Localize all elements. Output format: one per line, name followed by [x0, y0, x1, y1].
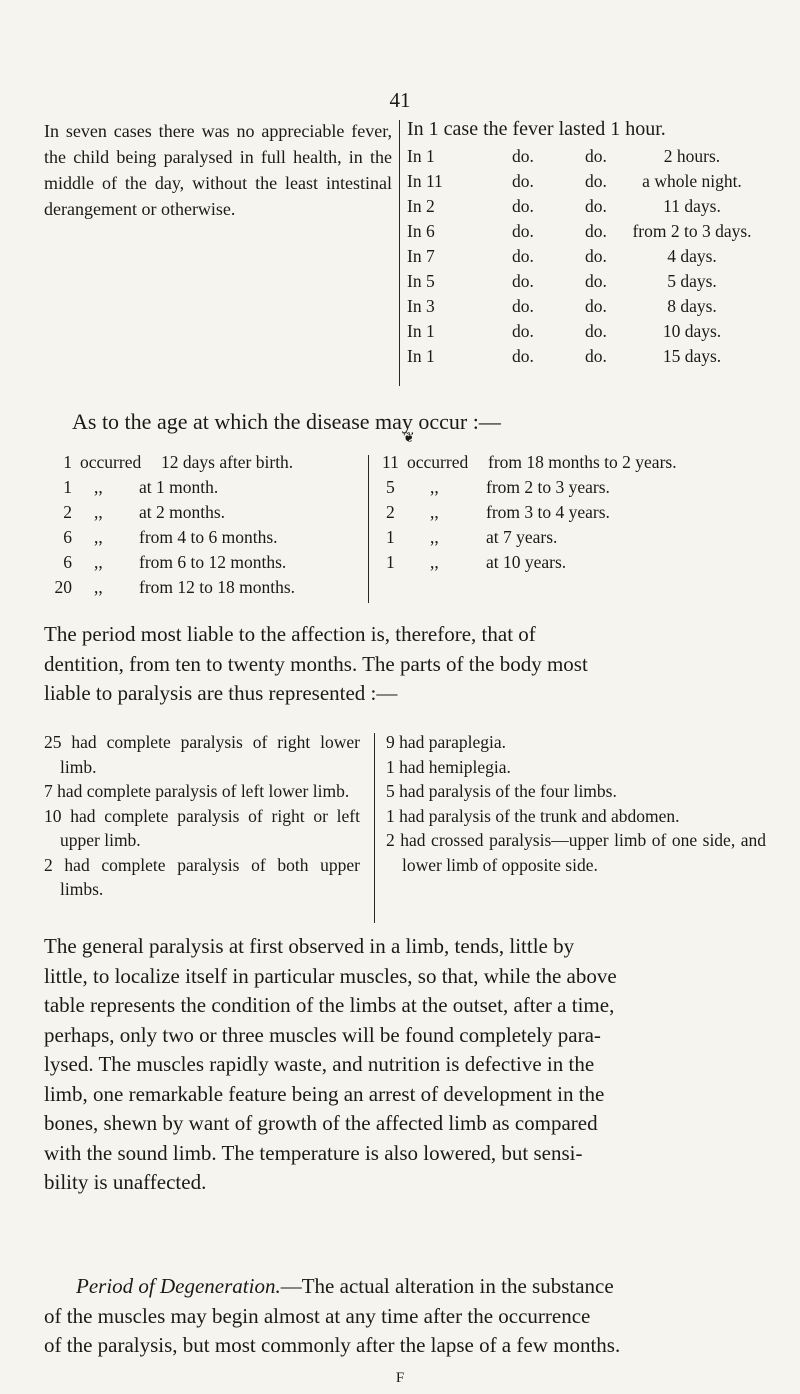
age-text: from 4 to 6 months.	[139, 527, 278, 547]
list-item: 25 had complete paralysis of right lower limb.	[44, 732, 360, 777]
fever-ditto: do.	[512, 296, 534, 316]
fever-ditto: do.	[585, 271, 607, 291]
column-divider	[368, 455, 369, 603]
fever-duration: 11 days.	[663, 196, 721, 216]
fever-count: In 5	[407, 271, 435, 291]
text-line: table represents the condition of the limbs at the outset, after a time,	[44, 993, 615, 1017]
text-line: little, to localize itself in particular muscles, so that, while the above	[44, 963, 617, 988]
text-line: bones, shewn by want of growth of the affected limb as compared	[44, 1111, 598, 1135]
age-mark: occurred	[407, 452, 469, 472]
age-count: 1	[63, 477, 72, 497]
age-mark: ,,	[430, 502, 439, 522]
fever-duration: 10 days.	[662, 321, 722, 341]
intro-paragraph: In seven cases there was no appreciable fever, the child being paralysed in full health, in the middle of the day, without the least intestinal derangement or otherwise.	[44, 121, 392, 219]
age-text: at 10 years.	[486, 552, 567, 572]
fever-ditto: do.	[585, 346, 607, 366]
text-line: limb, one remarkable feature being an arrest of development in the	[44, 1081, 605, 1106]
fever-ditto: do.	[585, 171, 607, 191]
text-line: liable to paralysis are thus represented :—	[44, 681, 398, 705]
list-item: 2 had crossed paralysis—upper limb of one side, and lower limb of opposite side.	[386, 830, 766, 875]
text-line	[44, 1272, 766, 1302]
age-text: from 2 to 3 years.	[486, 477, 610, 497]
fever-duration: 15 days.	[662, 346, 722, 366]
fever-ditto: do.	[585, 321, 607, 341]
fever-duration: 8 days.	[667, 296, 717, 316]
fever-row	[407, 244, 777, 268]
age-count: 1	[386, 527, 395, 547]
text-run: —The actual alteration in the substance	[280, 1274, 614, 1298]
list-item: 10 had complete paralysis of right or left upper limb.	[44, 805, 360, 850]
fever-ditto: do.	[585, 296, 607, 316]
list-item: 1 had hemiplegia.	[386, 756, 511, 777]
page-number: 41	[389, 88, 411, 112]
column-divider	[374, 733, 375, 923]
age-text: at 2 months.	[139, 502, 226, 522]
fever-count: In 2	[407, 196, 435, 216]
age-text: 12 days after birth.	[161, 452, 294, 472]
fever-row	[407, 144, 777, 168]
section-heading: Period of Degeneration.	[76, 1274, 281, 1298]
fever-duration: 2 hours.	[663, 146, 721, 166]
age-text: from 18 months to 2 years.	[488, 452, 677, 472]
column-divider	[399, 120, 400, 386]
fever-heading: In 1 case the fever lasted 1 hour.	[407, 118, 666, 140]
text-line: bility is unaffected.	[44, 1170, 207, 1194]
age-mark: ,,	[94, 527, 103, 547]
fever-ditto: do.	[512, 221, 534, 241]
age-text: from 6 to 12 months.	[139, 552, 287, 572]
fever-ditto: do.	[512, 196, 534, 216]
fever-count: In 3	[407, 296, 435, 316]
fever-row	[407, 194, 777, 218]
fever-duration: 4 days.	[667, 246, 717, 266]
fever-ditto: do.	[512, 146, 534, 166]
age-count: 1	[386, 552, 395, 572]
fever-ditto: do.	[585, 246, 607, 266]
age-count: 11	[382, 452, 399, 472]
list-item: 7 had complete paralysis of left lower limb.	[44, 781, 350, 801]
age-count: 6	[63, 527, 72, 547]
fever-ditto: do.	[585, 221, 607, 241]
text-line: with the sound limb. The temperature is also lowered, but sensi-	[44, 1140, 583, 1165]
age-text: at 7 years.	[486, 527, 558, 547]
age-mark: ,,	[430, 477, 439, 497]
list-item: 9 had paraplegia.	[386, 732, 507, 752]
text-line: of the muscles may begin almost at any time after the occurrence	[44, 1303, 591, 1328]
age-text: from 12 to 18 months.	[139, 577, 296, 597]
fever-count: In 11	[407, 171, 443, 191]
age-mark: ,,	[94, 477, 103, 497]
body-paragraph	[44, 1272, 766, 1361]
fever-count: In 1	[407, 146, 435, 166]
age-mark: ,,	[430, 527, 439, 547]
printers-ornament-icon: ❦	[403, 431, 415, 446]
fever-count: In 1	[407, 321, 435, 341]
fever-row	[407, 269, 777, 293]
age-mark: ,,	[94, 502, 103, 522]
age-mark: ,,	[94, 552, 103, 572]
text-line: of the paralysis, but most commonly after the lapse of a few months.	[44, 1333, 621, 1357]
age-mark: occurred	[80, 452, 142, 472]
fever-row	[407, 219, 777, 243]
fever-ditto: do.	[512, 271, 534, 291]
fever-ditto: do.	[512, 171, 534, 191]
text-line: The period most liable to the affection is, therefore, that of	[44, 622, 536, 646]
age-count: 6	[63, 552, 72, 572]
age-text: at 1 month.	[139, 477, 219, 497]
fever-count: In 7	[407, 246, 435, 266]
age-count: 2	[386, 502, 395, 522]
list-item: 2 had complete paralysis of both upper limbs.	[44, 854, 360, 899]
fever-duration: from 2 to 3 days.	[632, 221, 752, 241]
fever-count: In 6	[407, 221, 435, 241]
paralysis-list-left	[44, 730, 360, 902]
paralysis-list-right	[386, 730, 766, 877]
fever-ditto: do.	[512, 321, 534, 341]
fever-ditto: do.	[512, 346, 534, 366]
fever-ditto: do.	[585, 146, 607, 166]
text-line: dentition, from ten to twenty months. The parts of the body most	[44, 651, 588, 676]
signature-mark: F	[395, 1370, 405, 1386]
age-count: 20	[54, 577, 72, 597]
age-count: 2	[63, 502, 72, 522]
body-paragraph	[44, 932, 766, 1198]
text-line: lysed. The muscles rapidly waste, and nutrition is defective in the	[44, 1052, 595, 1076]
age-mark: ,,	[94, 577, 103, 597]
fever-ditto: do.	[585, 196, 607, 216]
fever-row	[407, 169, 777, 193]
fever-count: In 1	[407, 346, 435, 366]
fever-row	[407, 294, 777, 318]
age-heading: As to the age at which the disease may occur :—	[72, 409, 501, 434]
text-line: perhaps, only two or three muscles will be found completely para-	[44, 1022, 601, 1047]
age-text: from 3 to 4 years.	[486, 502, 610, 522]
list-item: 1 had paralysis of the trunk and abdomen.	[386, 805, 680, 826]
age-count: 5	[386, 477, 395, 497]
fever-row	[407, 344, 777, 368]
text-line: The general paralysis at first observed in a limb, tends, little by	[44, 934, 575, 958]
age-count: 1	[63, 452, 72, 472]
fever-ditto: do.	[512, 246, 534, 266]
fever-duration: a whole night.	[642, 171, 742, 191]
list-item: 5 had paralysis of the four limbs.	[386, 781, 617, 801]
fever-row	[407, 319, 777, 343]
age-mark: ,,	[430, 552, 439, 572]
fever-duration: 5 days.	[667, 271, 717, 291]
body-paragraph	[44, 620, 766, 709]
